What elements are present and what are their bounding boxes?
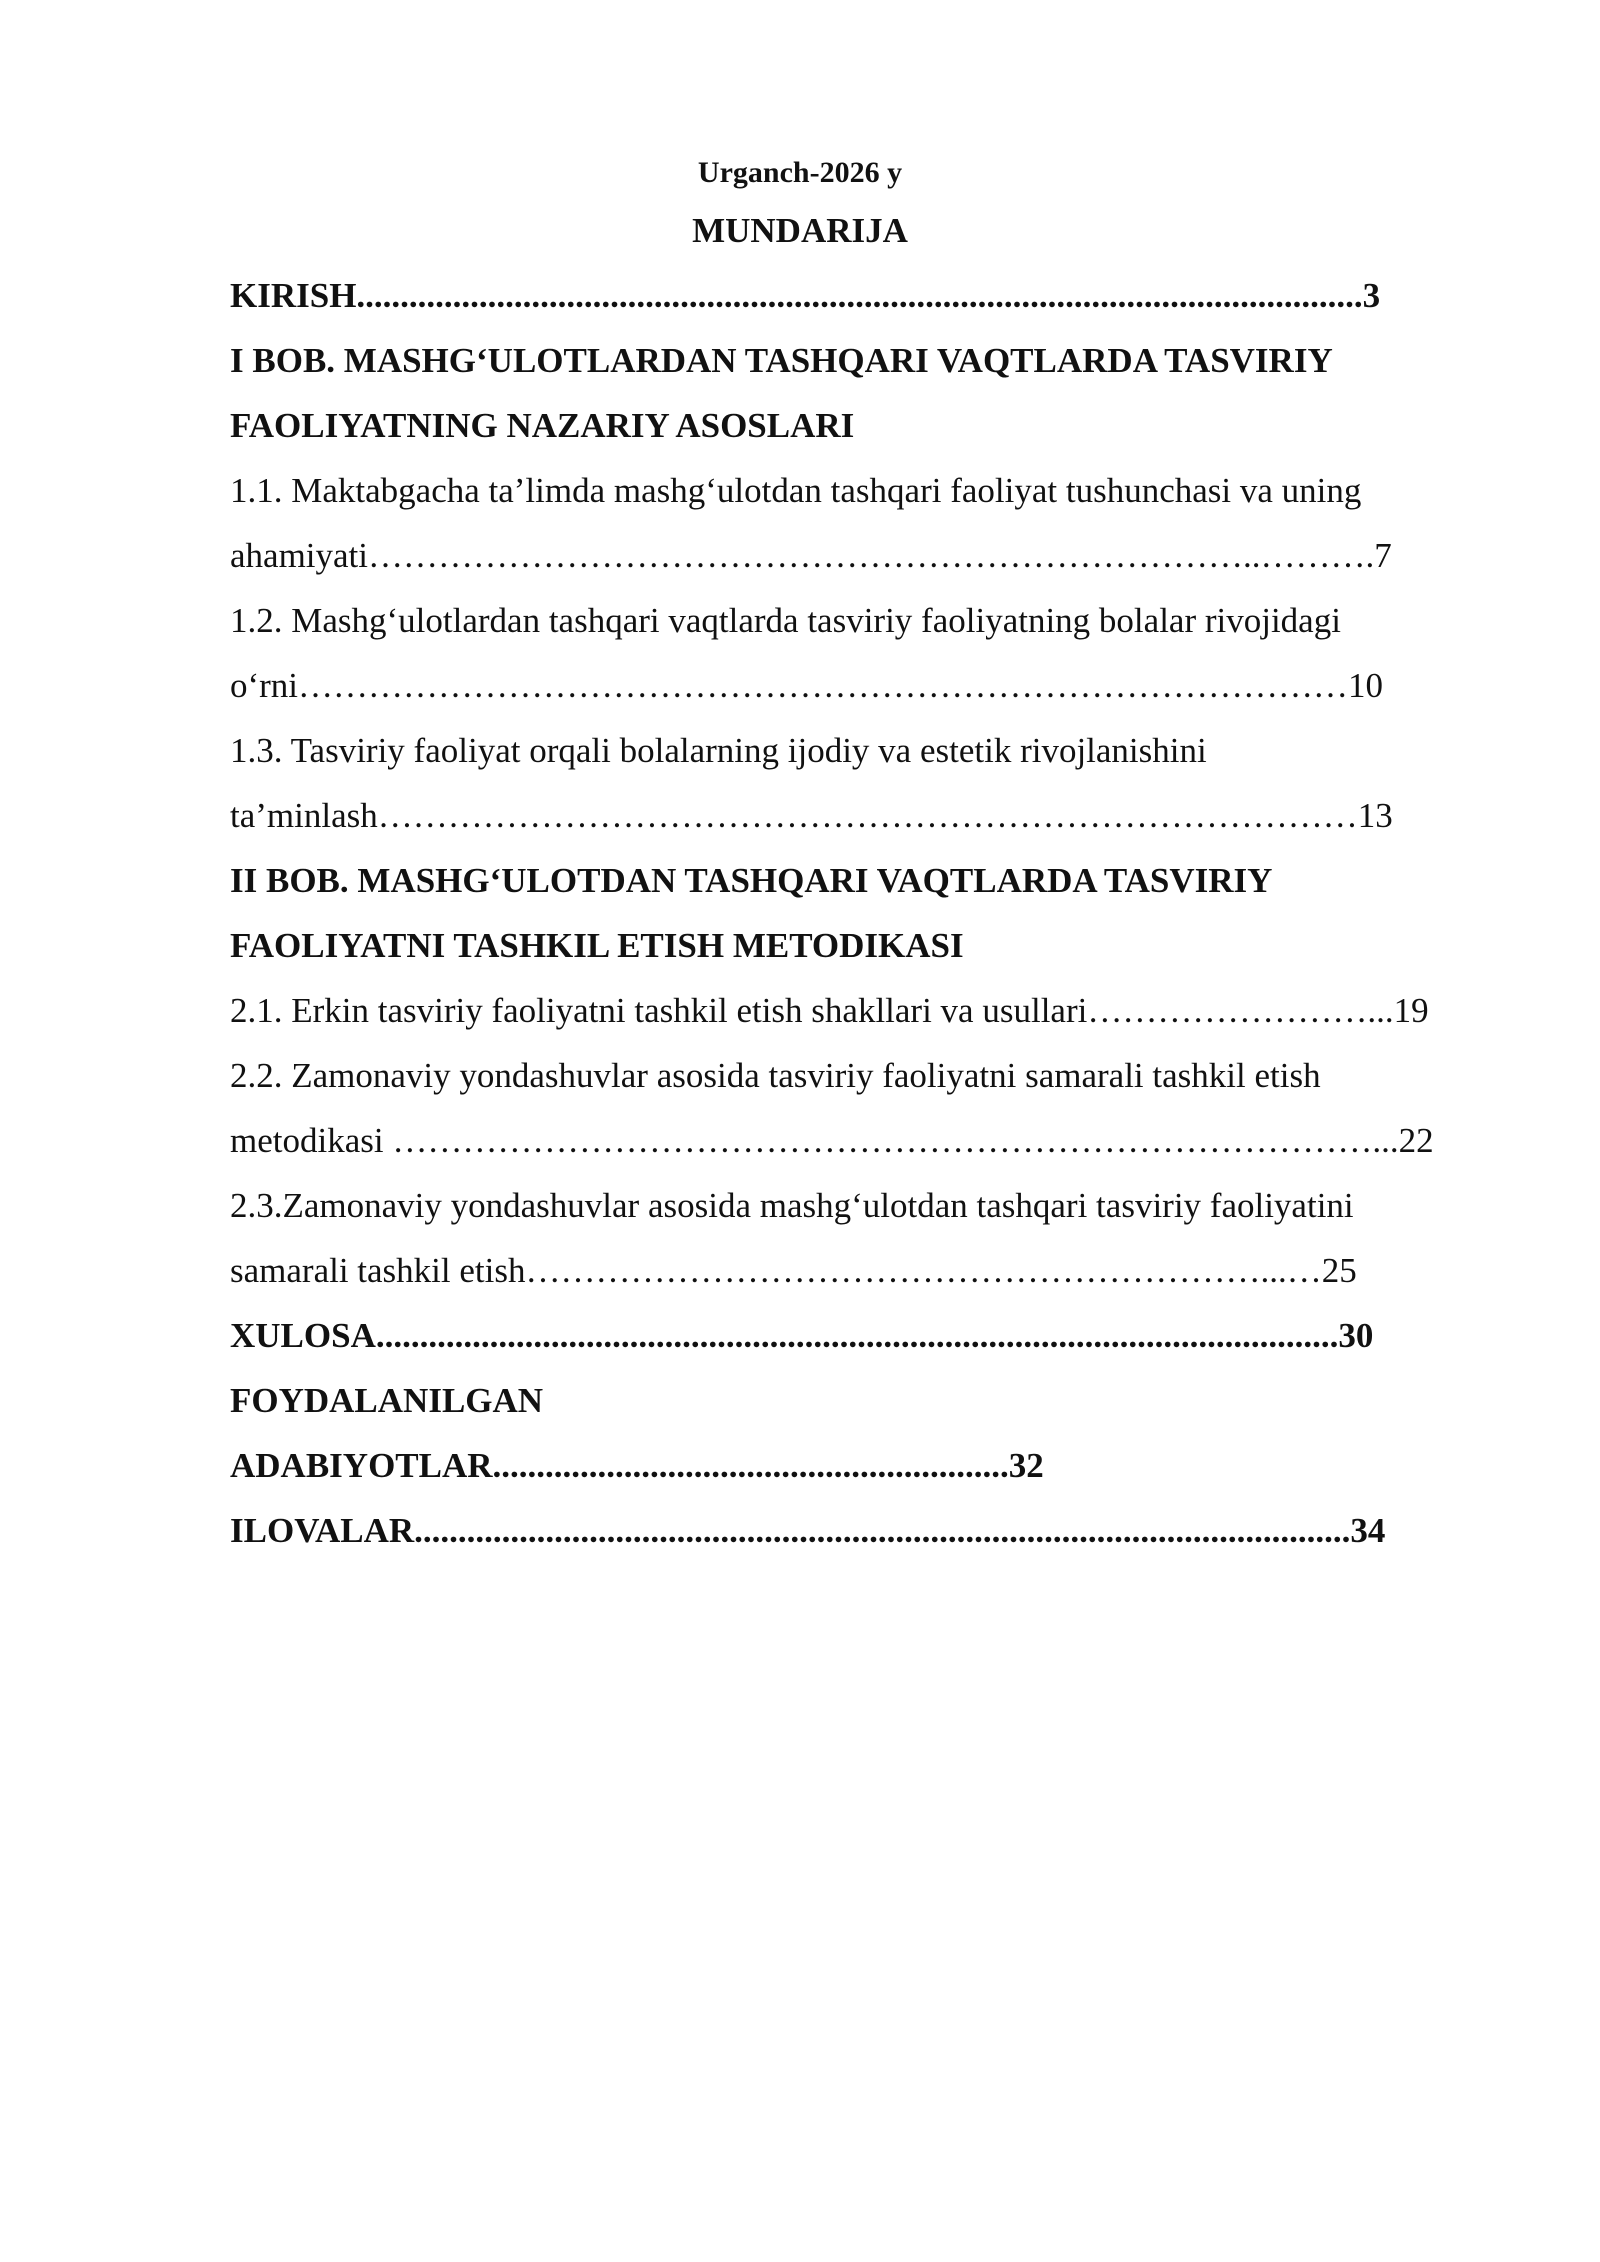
toc-entry-references: FOYDALANILGAN	[230, 1381, 544, 1420]
toc-entry-1-2-cont: o‘rni………………………………………………………………………………10	[230, 666, 1384, 705]
toc-entry-2-1: 2.1. Erkin tasviriy faoliyatni tashkil etish shakllari va usullari……………………...19	[230, 991, 1429, 1030]
toc-heading: MUNDARIJA	[692, 211, 908, 250]
place-year: Urganch-2026 y	[697, 156, 903, 189]
toc-chapter-2-title: II BOB. MASHG‘ULOTDAN TASHQARI VAQTLARDA TASVIRIY	[230, 861, 1273, 900]
toc-entry-references-cont: ADABIYOTLAR...........................................................32	[230, 1446, 1044, 1485]
toc-entry-2-2: 2.2. Zamonaviy yondashuvlar asosida tasviriy faoliyatni samarali tashkil etish	[230, 1056, 1321, 1095]
toc-entry-1-2: 1.2. Mashg‘ulotlardan tashqari vaqtlarda tasviriy faoliyatning bolalar rivojidagi	[230, 601, 1341, 640]
toc-entry-ilovalar: ILOVALAR...........................................................................................................34	[230, 1511, 1386, 1550]
toc-chapter-2-title-cont: FAOLIYATNI TASHKIL ETISH METODIKASI	[230, 926, 964, 965]
toc-entry-1-3: 1.3. Tasviriy faoliyat orqali bolalarning ijodiy va estetik rivojlanishini	[230, 731, 1207, 770]
toc-entry-1-1: 1.1. Maktabgacha ta’limda mashg‘ulotdan tashqari faoliyat tushunchasi va uning	[230, 471, 1362, 510]
toc-entry-1-1-cont: ahamiyati…………………………………………………………………..……….7	[230, 536, 1392, 575]
toc-entry-2-3: 2.3.Zamonaviy yondashuvlar asosida mashg‘ulotdan tashqari tasviriy faoliyatini	[230, 1186, 1354, 1225]
toc-entry-1-3-cont: ta’minlash…………………………………………………………………………13	[230, 796, 1393, 835]
toc-chapter-1-title: I BOB. MASHG‘ULOTLARDAN TASHQARI VAQTLARDA TASVIRIY	[230, 341, 1333, 380]
toc-entry-2-2-cont: metodikasi …………………………………………………………………………...22	[230, 1121, 1434, 1160]
toc-entry-kirish: KIRISH...................................................................................................................3	[230, 276, 1381, 315]
toc-entry-xulosa: XULOSA..............................................................................................................30	[230, 1316, 1374, 1355]
toc-entry-2-3-cont: samarali tashkil etish………………………………………………………...…25	[230, 1251, 1357, 1290]
toc-chapter-1-title-cont: FAOLIYATNING NAZARIY ASOSLARI	[230, 406, 855, 445]
